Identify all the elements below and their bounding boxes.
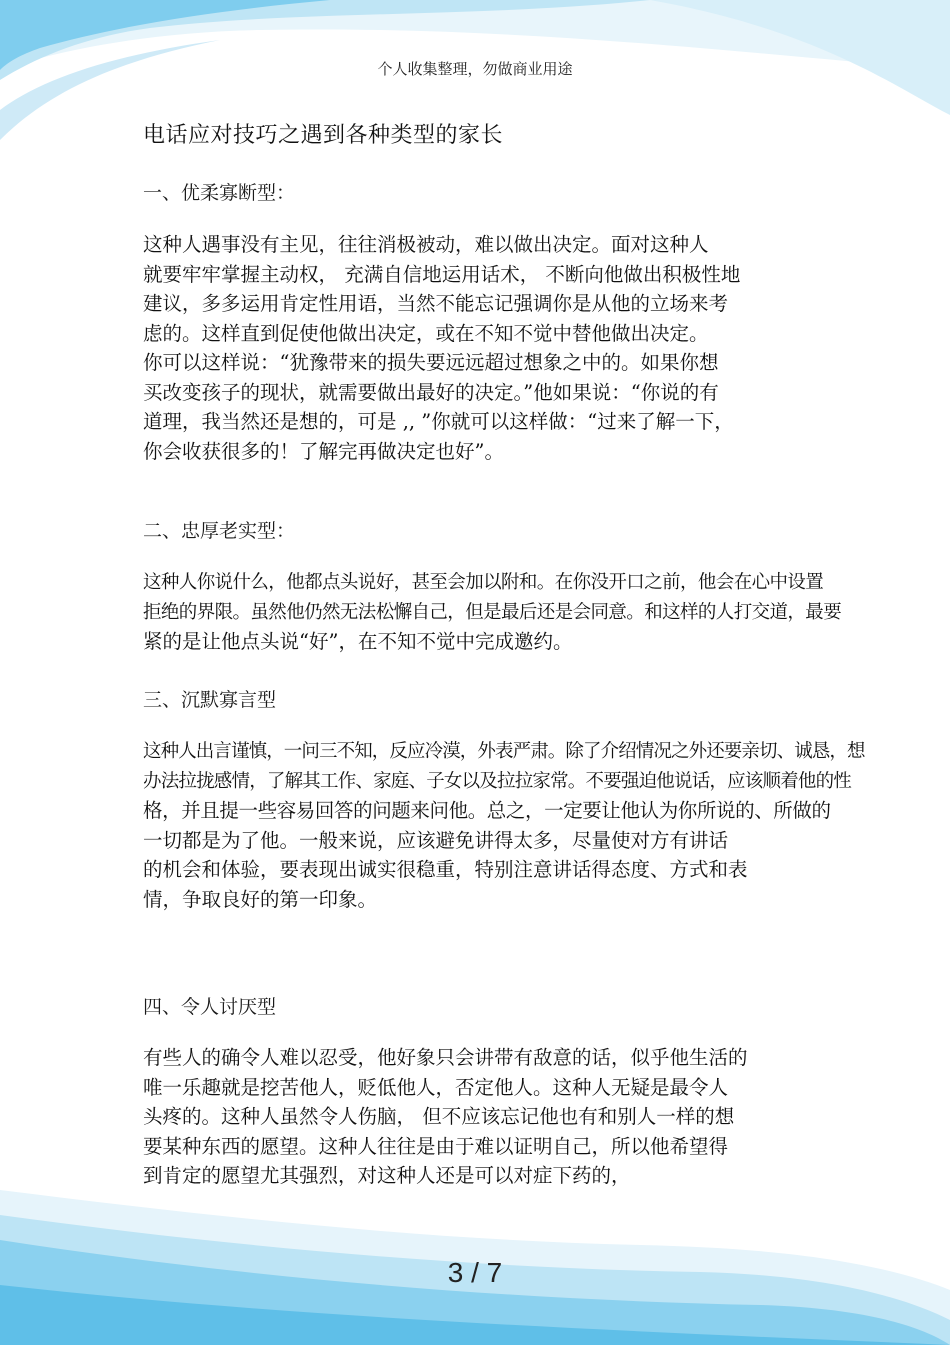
paragraph-line: 有些人的确令人难以忍受，他好象只会讲带有敌意的话，似乎他生活的 (143, 1046, 748, 1069)
paragraph-line: 拒绝的界限。虽然他仍然无法松懈自己，但是最后还是会同意。和这样的人打交道，最要 (143, 601, 842, 623)
section-3-heading: 三、沉默寡言型 (143, 689, 277, 711)
paragraph-line: 头疼的。这种人虽然令人伤脑， 但不应该忘记他也有和别人一样的想 (143, 1105, 735, 1128)
section-4-heading: 四、令人讨厌型 (143, 996, 277, 1018)
paragraph-line: 这种人遇事没有主见，往往消极被动，难以做出决定。面对这种人 (143, 233, 709, 256)
section-3-paragraph (143, 737, 865, 914)
paragraph-line: 虑的。这样直到促使他做出决定，或在不知不觉中替他做出决定。 (143, 321, 709, 345)
paragraph-line: 买改变孩子的现状，就需要做出最好的决定。”他如果说：“你说的有 (143, 380, 719, 404)
watermark-header: 个人收集整理，勿做商业用途 (377, 60, 573, 78)
paragraph-line: 你可以这样说：“犹豫带来的损失要远远超过想象之中的。如果你想 (143, 351, 719, 374)
section-1-heading: 一、优柔寡断型： (143, 182, 296, 204)
paragraph-line: 紧的是让他点头说“好”，在不知不觉中完成邀约。 (143, 630, 573, 653)
paragraph-line: 你会收获很多的！了解完再做决定也好”。 (143, 439, 504, 463)
paragraph-line: 就要牢牢掌握主动权， 充满自信地运用话术， 不断向他做出积极性地 (143, 262, 741, 286)
paragraph-line: 格，并且提一些容易回答的问题来问他。总之，一定要让他认为你所说的、所做的 (143, 799, 831, 822)
section-2-paragraph (143, 568, 842, 657)
paragraph-line: 道理，我当然还是想的，可是 ,, ”你就可以这样做：“过来了解一下， (143, 410, 734, 433)
paragraph-line: 这种人你说什么，他都点头说好，甚至会加以附和。在你没开口之前，他会在心中设置 (143, 572, 824, 593)
section-4-paragraph (143, 1043, 823, 1191)
section-2-heading: 二、忠厚老实型： (143, 520, 296, 542)
paragraph-line: 办法拉拢感情，了解其工作、家庭、子女以及拉拉家常。不要强迫他说话，应该顺着他的性 (143, 770, 852, 792)
paragraph-line: 建议，多多运用肯定性用语，当然不能忘记强调你是从他的立场来考 (143, 292, 729, 315)
paragraph-line: 要某种东西的愿望。这种人往往是由于难以证明自己，所以他希望得 (143, 1134, 729, 1158)
section-1-paragraph (143, 230, 823, 466)
paragraph-line: 唯一乐趣就是挖苦他人，贬低他人，否定他人。这种人无疑是最令人 (143, 1075, 729, 1099)
paragraph-line: 一切都是为了他。一般来说，应该避免讲得太多，尽量使对方有讲话 (143, 828, 729, 852)
paragraph-line: 情，争取良好的第一印象。 (143, 887, 378, 911)
paragraph-line: 这种人出言谨慎，一问三不知，反应冷漠，外表严肃。除了介绍情况之外还要亲切、诚恳，想 (143, 741, 865, 762)
page-number: 3 / 7 (447, 1257, 503, 1288)
document-title: 电话应对技巧之遇到各种类型的家长 (143, 123, 504, 148)
paragraph-line: 到肯定的愿望尤其强烈，对这种人还是可以对症下药的， (143, 1164, 631, 1187)
paragraph-line: 的机会和体验，要表现出诚实很稳重，特别注意讲话得态度、方式和表 (143, 858, 748, 881)
